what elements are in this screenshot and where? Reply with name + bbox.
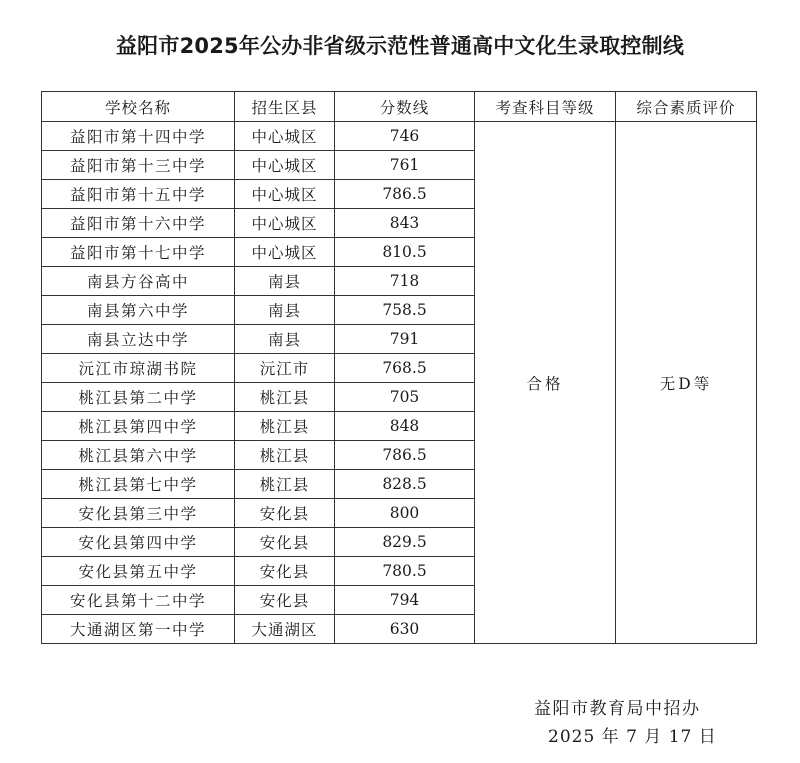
district-cell: 桃江县 <box>235 383 335 412</box>
score-cell: 768.5 <box>335 354 475 383</box>
score-cell: 780.5 <box>335 557 475 586</box>
school-cell: 桃江县第四中学 <box>42 412 235 441</box>
score-cell: 828.5 <box>335 470 475 499</box>
issue-date: 2025 年 7 月 17 日 <box>548 727 717 747</box>
school-cell: 益阳市第十三中学 <box>42 151 235 180</box>
score-cell: 761 <box>335 151 475 180</box>
score-cell: 843 <box>335 209 475 238</box>
score-cell: 718 <box>335 267 475 296</box>
school-cell: 益阳市第十四中学 <box>42 122 235 151</box>
district-cell: 南县 <box>235 267 335 296</box>
district-cell: 安化县 <box>235 557 335 586</box>
school-cell: 南县方谷高中 <box>42 267 235 296</box>
header-score: 分数线 <box>335 92 475 122</box>
school-cell: 南县第六中学 <box>42 296 235 325</box>
school-cell: 益阳市第十五中学 <box>42 180 235 209</box>
score-cell: 810.5 <box>335 238 475 267</box>
district-cell: 中心城区 <box>235 238 335 267</box>
district-cell: 南县 <box>235 296 335 325</box>
score-cell: 800 <box>335 499 475 528</box>
school-cell: 益阳市第十六中学 <box>42 209 235 238</box>
page-title: 益阳市2025年公办非省级示范性普通高中文化生录取控制线 <box>115 34 685 58</box>
district-cell: 南县 <box>235 325 335 354</box>
header-quality-eval: 综合素质评价 <box>616 92 757 122</box>
district-cell: 中心城区 <box>235 209 335 238</box>
school-cell: 桃江县第六中学 <box>42 441 235 470</box>
table-row <box>42 122 757 151</box>
district-cell: 桃江县 <box>235 441 335 470</box>
district-cell: 中心城区 <box>235 122 335 151</box>
table-header-row <box>42 92 757 122</box>
district-cell: 大通湖区 <box>235 615 335 644</box>
school-cell: 桃江县第二中学 <box>42 383 235 412</box>
district-cell: 安化县 <box>235 528 335 557</box>
score-cell: 848 <box>335 412 475 441</box>
score-cell: 786.5 <box>335 180 475 209</box>
school-cell: 南县立达中学 <box>42 325 235 354</box>
district-cell: 中心城区 <box>235 151 335 180</box>
school-cell: 大通湖区第一中学 <box>42 615 235 644</box>
score-cell: 791 <box>335 325 475 354</box>
district-cell: 沅江市 <box>235 354 335 383</box>
district-cell: 中心城区 <box>235 180 335 209</box>
admission-score-table <box>41 91 757 644</box>
school-cell: 安化县第十二中学 <box>42 586 235 615</box>
header-district: 招生区县 <box>235 92 335 122</box>
table-body <box>42 122 757 644</box>
school-cell: 桃江县第七中学 <box>42 470 235 499</box>
school-cell: 安化县第三中学 <box>42 499 235 528</box>
score-cell: 794 <box>335 586 475 615</box>
score-cell: 786.5 <box>335 441 475 470</box>
school-cell: 沅江市琼湖书院 <box>42 354 235 383</box>
quality-eval-cell: 无D等 <box>616 122 757 644</box>
score-cell: 705 <box>335 383 475 412</box>
issuer-name: 益阳市教育局中招办 <box>534 699 701 719</box>
header-school: 学校名称 <box>42 92 235 122</box>
school-cell: 益阳市第十七中学 <box>42 238 235 267</box>
school-cell: 安化县第五中学 <box>42 557 235 586</box>
subject-grade-cell: 合格 <box>475 122 616 644</box>
school-cell: 安化县第四中学 <box>42 528 235 557</box>
district-cell: 安化县 <box>235 586 335 615</box>
district-cell: 桃江县 <box>235 470 335 499</box>
header-subject-grade: 考查科目等级 <box>475 92 616 122</box>
score-cell: 758.5 <box>335 296 475 325</box>
score-cell: 630 <box>335 615 475 644</box>
score-cell: 746 <box>335 122 475 151</box>
district-cell: 桃江县 <box>235 412 335 441</box>
district-cell: 安化县 <box>235 499 335 528</box>
score-cell: 829.5 <box>335 528 475 557</box>
